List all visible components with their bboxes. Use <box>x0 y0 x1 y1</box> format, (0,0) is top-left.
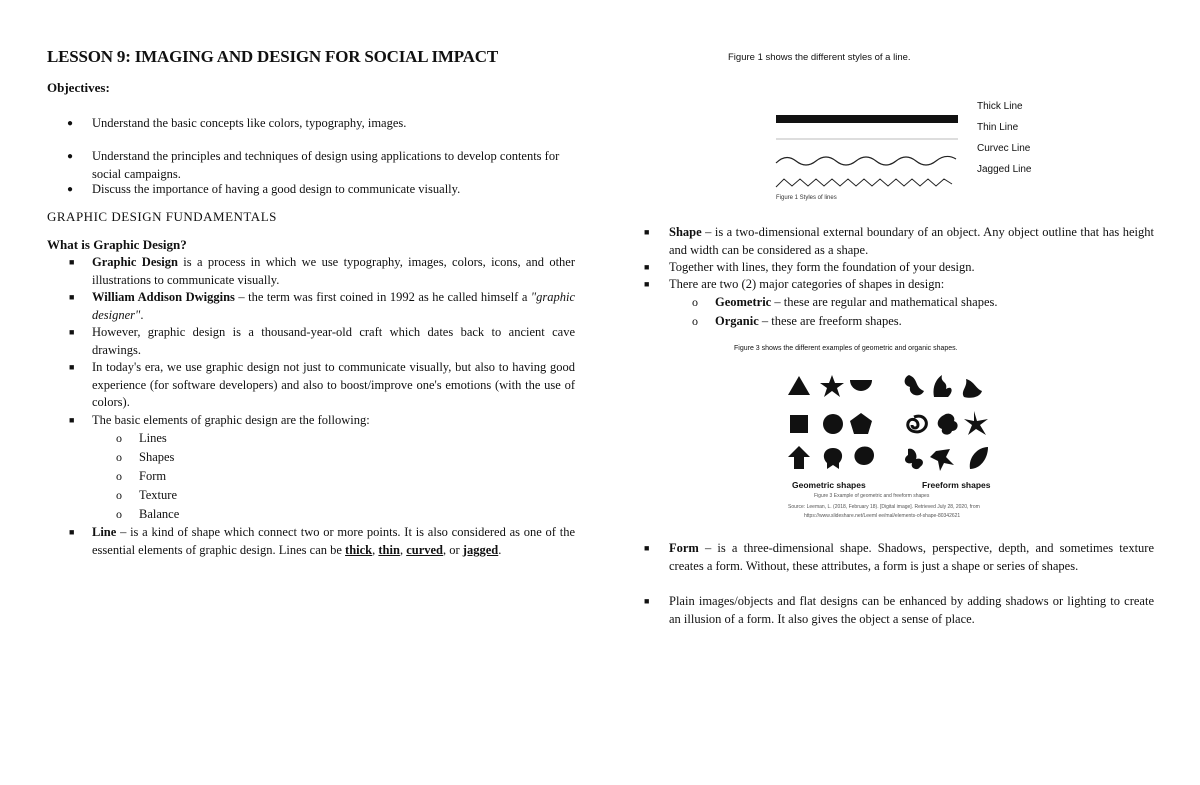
bullet-graphic-design <box>92 254 575 289</box>
word-thick: thick <box>345 542 373 557</box>
term-shape: Shape <box>669 225 702 239</box>
star-shape <box>820 375 844 397</box>
rounded-shape <box>854 447 874 466</box>
element-shapes: Shapes <box>139 450 175 464</box>
term-geometric: Geometric <box>715 295 772 309</box>
graphic-design-definition: is a process in which we use typography, images, colors, icons, and other illustrations to communicate visually. <box>92 255 576 287</box>
subheading: What is Graphic Design? <box>47 237 187 252</box>
term-dwiggins: William Addison Dwiggins <box>92 290 235 304</box>
freeform-hat-icon <box>963 379 982 398</box>
square-bullet-icon: ■ <box>644 227 650 237</box>
freeform-splat-icon <box>930 449 954 471</box>
word-thin: thin <box>378 542 400 557</box>
circle-bullet-icon: o <box>692 295 698 309</box>
square-bullet-icon: ■ <box>69 257 75 267</box>
arrow-shape <box>788 446 810 469</box>
category-organic <box>715 313 902 331</box>
label-jagged-line: Jagged Line <box>977 164 1032 175</box>
freeform-star-icon <box>964 411 988 435</box>
objective-2: Understand the principles and techniques of design using applications to develop contents for social campaigns. <box>92 149 560 181</box>
circle-bullet-icon: o <box>116 431 122 445</box>
freeform-spiral-icon <box>908 416 927 432</box>
bullet-icon: ● <box>67 151 74 162</box>
square-bullet-icon: ■ <box>644 262 650 272</box>
term-organic: Organic <box>715 314 759 328</box>
term-graphic-design: Graphic Design <box>92 255 178 269</box>
bullet-form <box>669 540 1154 575</box>
term-line: Line <box>92 525 117 539</box>
square-bullet-icon: ■ <box>644 279 650 289</box>
freeform-pinwheel-icon <box>905 449 923 469</box>
element-form: Form <box>139 469 167 483</box>
geometric-definition: – these are regular and mathematical shapes. <box>771 295 998 309</box>
shape-definition: – is a two-dimensional external boundary of an object. Any object outline that has height and width can be considered as a shape. <box>669 225 1154 257</box>
freeform-leaf-icon <box>933 375 951 397</box>
comma: , <box>372 542 379 557</box>
square-bullet-icon: ■ <box>69 362 75 372</box>
bullet-dwiggins <box>92 289 575 324</box>
graphic-designer-quote: "graphic designer" <box>92 290 575 322</box>
label-thin-line: Thin Line <box>977 122 1019 133</box>
organic-definition: – these are freeform shapes. <box>758 314 902 328</box>
geometric-shapes-label: Geometric shapes <box>792 480 866 490</box>
bullet-enhance: Plain images/objects and flat designs can be enhanced by adding shadows or lighting to create an illusion of a form. It also gives the object a sense of place. <box>669 594 1154 626</box>
element-lines: Lines <box>139 431 167 445</box>
period: . <box>498 542 502 557</box>
circle-bullet-icon: o <box>116 488 122 502</box>
semicircle-shape <box>850 380 872 391</box>
figure3-source: Source: Leeman, L. (2018, February 18). [Digital image]. Retrieved July 28, 2020, from <box>788 504 980 510</box>
form-definition: – is a three-dimensional shape. Shadows, perspective, depth, and sometimes texture creates a form. Without, these attributes, a form is just a shape or series of shapes. <box>669 541 1154 573</box>
line-definition: – is a kind of shape which connect two or more points. It is also considered as one of the essential elements of graphic design. Lines can be <box>92 525 575 557</box>
freeform-flower-icon <box>938 414 958 435</box>
square-bullet-icon: ■ <box>69 415 75 425</box>
period: . <box>140 307 144 322</box>
freeform-blob-icon <box>905 375 924 395</box>
square-shape <box>790 415 808 433</box>
term-form: Form <box>669 541 699 555</box>
objectives-label: Objectives: <box>47 80 110 95</box>
figure3-intro: Figure 3 shows the different examples of geometric and organic shapes. <box>734 345 958 352</box>
bullet-today: In today's era, we use graphic design not just to communicate visually, but also to having good experience (for software developers) and also to boost/improve one's emotions (with the use of colors). <box>92 360 575 410</box>
bullet-icon: ● <box>67 184 74 195</box>
element-balance: Balance <box>139 507 180 521</box>
word-or: , or <box>443 542 463 557</box>
square-bullet-icon: ■ <box>644 543 650 553</box>
square-bullet-icon: ■ <box>644 596 650 606</box>
line-styles-illustration <box>772 95 982 195</box>
bullet-icon: ● <box>67 118 74 129</box>
figure3-url: https://www.slideshare.net/Leeml ee/mal/elements-of-shape-80342621 <box>804 513 961 519</box>
word-curved: curved <box>406 542 443 557</box>
bullet-foundation: Together with lines, they form the foundation of your design. <box>669 260 975 274</box>
circle-bullet-icon: o <box>116 469 122 483</box>
square-bullet-icon: ■ <box>69 292 75 302</box>
bullet-shape <box>669 224 1154 259</box>
bullet-elements-intro: The basic elements of graphic design are the following: <box>92 413 370 427</box>
figure3-shapes <box>784 373 1004 483</box>
objective-3: Discuss the importance of having a good design to communicate visually. <box>92 182 461 196</box>
element-texture: Texture <box>139 488 177 502</box>
section-heading: GRAPHIC DESIGN FUNDAMENTALS <box>47 209 277 224</box>
circle-shape <box>823 414 843 434</box>
freeform-shapes-label: Freeform shapes <box>922 480 991 490</box>
label-curved-line: Curvec Line <box>977 143 1031 154</box>
square-bullet-icon: ■ <box>69 327 75 337</box>
bullet-history: However, graphic design is a thousand-year-old craft which dates back to ancient cave drawings. <box>92 325 575 357</box>
square-bullet-icon: ■ <box>69 527 75 537</box>
circle-bullet-icon: o <box>692 314 698 328</box>
figure3-caption: Figure 3 Example of geometric and freeform shapes <box>814 493 930 499</box>
word-jagged: jagged <box>462 542 499 557</box>
figure1-caption: Figure 1 Styles of lines <box>776 195 837 201</box>
freeform-leaf2-icon <box>970 447 988 469</box>
circle-bullet-icon: o <box>116 507 122 521</box>
category-geometric <box>715 294 998 312</box>
triangle-shape <box>788 376 810 395</box>
objective-1: Understand the basic concepts like colors, typography, images. <box>92 116 407 130</box>
bullet-line <box>92 524 575 559</box>
bullet-categories: There are two (2) major categories of shapes in design: <box>669 277 945 291</box>
figure1-line-styles <box>772 95 1092 205</box>
circle-bullet-icon: o <box>116 450 122 464</box>
figure1-intro: Figure 1 shows the different styles of a line. <box>728 52 911 63</box>
pentagon-shape <box>850 413 872 434</box>
lesson-title: LESSON 9: IMAGING AND DESIGN FOR SOCIAL IMPACT <box>47 47 498 66</box>
badge-shape <box>824 448 842 469</box>
dwiggins-text: – the term was first coined in 1992 as he called himself a <box>234 290 531 304</box>
label-thick-line: Thick Line <box>977 101 1023 112</box>
comma: , <box>399 542 407 557</box>
